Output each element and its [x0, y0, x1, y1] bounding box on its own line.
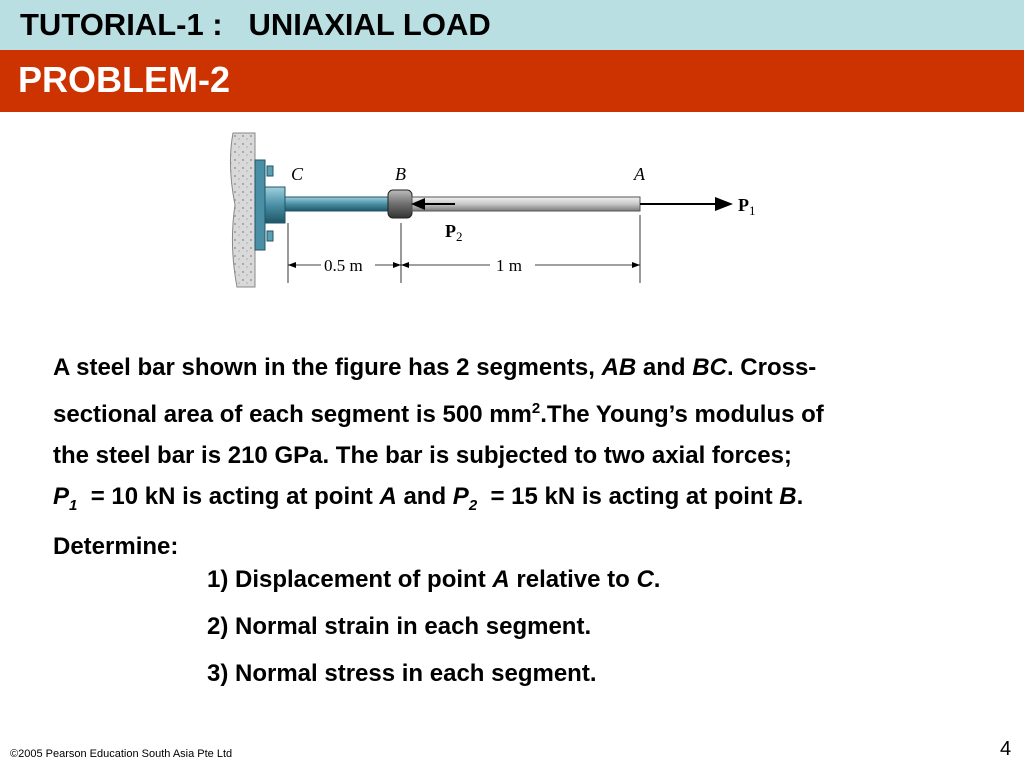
task-1: 1) Displacement of point A relative to C.: [207, 566, 661, 593]
slide-subtitle: PROBLEM-2: [18, 59, 231, 100]
statement-line-1: A steel bar shown in the figure has 2 segments, AB and BC. Cross-: [53, 354, 817, 381]
label-p1: $P_1$: [738, 195, 756, 218]
dim-ba-label: 1 m: [496, 256, 522, 275]
statement-line-5: Determine:: [53, 533, 179, 560]
subtitle-bar: [0, 50, 1024, 112]
segment-cb: [285, 197, 393, 211]
task-2: 2) Normal strain in each segment.: [207, 613, 592, 640]
label-c: C: [291, 164, 304, 184]
label-b: B: [395, 164, 406, 184]
problem-statement: [53, 347, 993, 567]
statement-line-4: $P_1 = 10$ kN is acting at point A and $P_2 = 15$ kN is acting at point B.: [53, 483, 804, 514]
copyright-footer: ©2005 Pearson Education South Asia Pte Ltd: [10, 748, 233, 760]
bolt-bottom: [267, 231, 273, 241]
title-bar: [0, 0, 1024, 50]
bolt-top: [267, 166, 273, 176]
statement-line-2: sectional area of each segment is 500 $mm^2.The$ Young’s modulus of: [53, 400, 824, 428]
page-number: 4: [1000, 738, 1012, 760]
statement-line-3: the steel bar is 210 GPa. The bar is subjected to two axial forces;: [53, 442, 792, 469]
label-p2: $P_2$: [445, 221, 463, 244]
label-a: A: [634, 164, 645, 184]
slide-title: TUTORIAL-1 : UNIAXIAL LOAD: [20, 7, 491, 42]
collar-b: [388, 190, 412, 218]
task-3: 3) Normal stress in each segment.: [207, 660, 597, 687]
task-list: [207, 560, 660, 701]
force-p1-arrow: [715, 197, 733, 211]
bar-figure: [225, 125, 785, 295]
wall-support: [230, 133, 255, 287]
flange-plate: [255, 160, 265, 250]
dim-cb-label: 0.5 m: [324, 256, 363, 275]
